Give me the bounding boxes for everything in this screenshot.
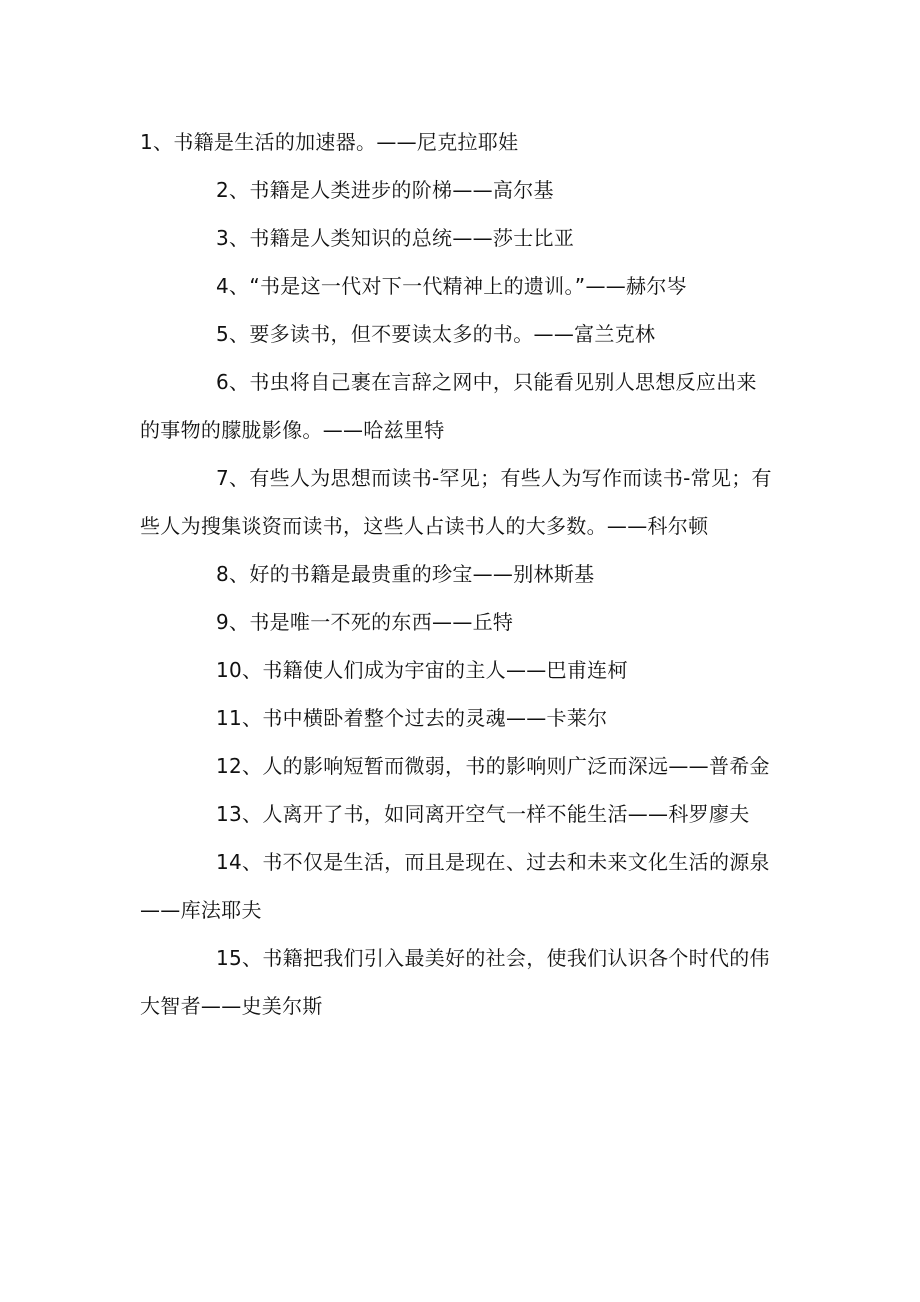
quote-item-13: 13、人离开了书，如同离开空气一样不能生活——科罗廖夫 xyxy=(216,802,750,826)
quote-item-2: 2、书籍是人类进步的阶梯——高尔基 xyxy=(216,178,554,202)
quote-item-10: 10、书籍使人们成为宇宙的主人——巴甫连柯 xyxy=(216,658,628,682)
quote-item-14: 14、书不仅是生活，而且是现在、过去和未来文化生活的源泉——库法耶夫 xyxy=(140,850,770,922)
quote-item-3: 3、书籍是人类知识的总统——莎士比亚 xyxy=(216,226,575,250)
quote-item-9: 9、书是唯一不死的东西——丘特 xyxy=(216,610,514,634)
quote-item-5: 5、要多读书，但不要读太多的书。——富兰克林 xyxy=(216,322,656,346)
quote-item-15: 15、书籍把我们引入最美好的社会，使我们认识各个时代的伟大智者——史美尔斯 xyxy=(140,946,770,1018)
quote-item-12: 12、人的影响短暂而微弱，书的影响则广泛而深远——普希金 xyxy=(216,754,770,778)
quote-item-6: 6、书虫将自己裹在言辞之网中，只能看见别人思想反应出来的事物的朦胧影像。——哈兹里特 xyxy=(140,370,757,442)
quote-item-8: 8、好的书籍是最贵重的珍宝——别林斯基 xyxy=(216,562,595,586)
quote-item-4: 4、“书是这一代对下一代精神上的遗训。”——赫尔岑 xyxy=(216,274,687,298)
quote-item-7: 7、有些人为思想而读书-罕见；有些人为写作而读书-常见；有些人为搜集谈资而读书，这些人占读书人的大多数。——科尔顿 xyxy=(140,466,772,538)
quote-item-1: 1、书籍是生活的加速器。——尼克拉耶娃 xyxy=(140,130,519,154)
quote-item-11: 11、书中横卧着整个过去的灵魂——卡莱尔 xyxy=(216,706,608,730)
quote-list xyxy=(140,118,772,1030)
